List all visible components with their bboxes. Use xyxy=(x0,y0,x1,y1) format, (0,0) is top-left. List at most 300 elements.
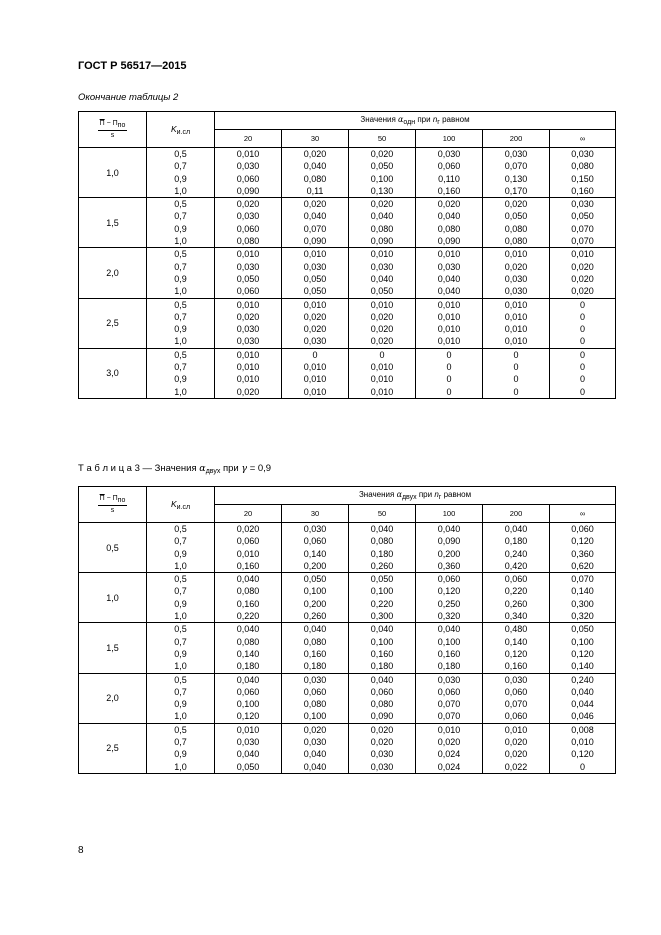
cell-value: 0,030 xyxy=(236,211,260,222)
values-cell xyxy=(349,573,416,623)
values-cell xyxy=(282,723,349,773)
column-header: 100 xyxy=(416,505,483,523)
k-value: 0,5 xyxy=(174,724,187,735)
group-value: 2,0 xyxy=(79,248,147,298)
cell-value: 0,080 xyxy=(303,636,327,647)
column-header: ∞ xyxy=(550,505,616,523)
cell-value: 0,020 xyxy=(504,749,528,760)
cell-value: 0 xyxy=(446,374,452,385)
values-cell xyxy=(483,148,550,198)
cell-value: 0,090 xyxy=(303,236,327,247)
cell-value: 0,160 xyxy=(437,648,461,659)
values-cell xyxy=(215,523,282,573)
values-cell xyxy=(215,298,282,348)
values-cell xyxy=(282,298,349,348)
table-row xyxy=(79,148,616,198)
k-value: 0,5 xyxy=(174,299,187,310)
cell-value: 0 xyxy=(580,761,586,772)
k-value: 0,9 xyxy=(174,374,187,385)
cell-value: 0,030 xyxy=(504,149,528,159)
stat-fraction: $\frac{\text{П − Ппо}}{s}$ xyxy=(99,120,126,139)
cell-value: 0,060 xyxy=(303,536,327,547)
cell-value: 0,160 xyxy=(504,661,528,672)
cell-value: 0,010 xyxy=(303,386,327,397)
values-header: Значения αдвух при nг равном xyxy=(215,487,616,505)
stat-header xyxy=(79,487,147,523)
cell-value: 0,140 xyxy=(504,636,528,647)
cell-value: 0,220 xyxy=(236,611,260,622)
cell-value: 0 xyxy=(580,349,586,360)
k-value: 1,0 xyxy=(174,185,187,196)
cell-value: 0,010 xyxy=(303,299,327,310)
cell-value: 0,070 xyxy=(504,161,528,172)
k-value: 1,0 xyxy=(174,711,187,722)
values-cell xyxy=(416,148,483,198)
cell-value: 0,010 xyxy=(437,324,461,335)
cell-value: 0,080 xyxy=(236,586,260,597)
k-values-cell xyxy=(147,348,215,398)
cell-value: 0,040 xyxy=(504,524,528,534)
table-row xyxy=(79,723,616,773)
k-value: 1,0 xyxy=(174,611,187,622)
cell-value: 0,010 xyxy=(236,362,260,373)
k-value: 1,0 xyxy=(174,336,187,347)
cell-value: 0,080 xyxy=(236,236,260,247)
cell-value: 0,030 xyxy=(236,737,260,748)
column-header: 20 xyxy=(215,130,282,148)
values-cell xyxy=(215,623,282,673)
cell-value: 0,030 xyxy=(571,199,594,210)
cell-value: 0,030 xyxy=(303,261,327,272)
cell-value: 0,120 xyxy=(571,648,594,659)
cell-value: 0,030 xyxy=(571,149,594,159)
cell-value: 0,070 xyxy=(571,223,594,234)
cell-value: 0,040 xyxy=(370,273,394,284)
cell-value: 0,040 xyxy=(437,273,461,284)
k-value: 1,0 xyxy=(174,386,187,397)
cell-value: 0,260 xyxy=(370,560,394,571)
values-cell xyxy=(550,523,616,573)
cell-value: 0,020 xyxy=(370,724,394,735)
values-cell xyxy=(550,573,616,623)
cell-value: 0,030 xyxy=(236,324,260,335)
k-value: 0,9 xyxy=(174,273,187,284)
values-cell xyxy=(282,198,349,248)
values-cell xyxy=(349,198,416,248)
cell-value: 0,010 xyxy=(370,386,394,397)
cell-value: 0,180 xyxy=(370,661,394,672)
cell-value: 0,100 xyxy=(236,699,260,710)
column-header: 50 xyxy=(349,130,416,148)
k-value: 0,7 xyxy=(174,311,187,322)
cell-value: 0,130 xyxy=(504,173,528,184)
k-value: 1,0 xyxy=(174,286,187,297)
cell-value: 0,020 xyxy=(370,324,394,335)
cell-value: 0,040 xyxy=(437,524,461,534)
column-header: 100 xyxy=(416,130,483,148)
values-cell xyxy=(416,573,483,623)
values-cell xyxy=(349,723,416,773)
values-cell xyxy=(483,673,550,723)
cell-value: 0 xyxy=(580,336,586,347)
values-cell xyxy=(483,298,550,348)
k-value: 1,0 xyxy=(174,761,187,772)
cell-value: 0,020 xyxy=(437,199,461,210)
cell-value: 0 xyxy=(580,299,586,310)
cell-value: 0,060 xyxy=(236,536,260,547)
cell-value: 0,260 xyxy=(504,598,528,609)
column-header: 200 xyxy=(483,505,550,523)
k-value: 0,7 xyxy=(174,636,187,647)
cell-value: 0,030 xyxy=(303,674,327,685)
cell-value: 0,030 xyxy=(437,674,461,685)
values-cell xyxy=(349,248,416,298)
values-cell xyxy=(349,298,416,348)
cell-value: 0,170 xyxy=(504,185,528,196)
k-header: $K_{и.сл}$ xyxy=(147,487,215,523)
cell-value: 0,020 xyxy=(236,311,260,322)
cell-value: 0,020 xyxy=(571,286,594,297)
cell-value: 0,040 xyxy=(370,674,394,685)
cell-value: 0,020 xyxy=(236,386,260,397)
values-cell xyxy=(416,198,483,248)
cell-value: 0,030 xyxy=(370,261,394,272)
cell-value: 0,010 xyxy=(236,548,260,559)
cell-value: 0 xyxy=(379,349,385,360)
table-row xyxy=(79,523,616,573)
cell-value: 0,040 xyxy=(236,624,260,635)
cell-value: 0,080 xyxy=(571,161,594,172)
cell-value: 0 xyxy=(580,311,586,322)
cell-value: 0,080 xyxy=(303,699,327,710)
cell-value: 0,010 xyxy=(236,249,260,260)
cell-value: 0,060 xyxy=(236,686,260,697)
values-cell xyxy=(550,723,616,773)
cell-value: 0,010 xyxy=(370,299,394,310)
cell-value: 0,200 xyxy=(303,560,327,571)
cell-value: 0 xyxy=(513,362,519,373)
values-cell xyxy=(483,348,550,398)
cell-value: 0,090 xyxy=(370,236,394,247)
cell-value: 0 xyxy=(513,374,519,385)
k-values-cell xyxy=(147,148,215,198)
cell-value: 0,020 xyxy=(236,199,260,210)
cell-value: 0,060 xyxy=(504,686,528,697)
values-cell xyxy=(550,623,616,673)
cell-value: 0,120 xyxy=(571,749,594,760)
k-values-cell xyxy=(147,623,215,673)
cell-value: 0,040 xyxy=(571,686,594,697)
cell-value: 0,100 xyxy=(370,173,394,184)
cell-value: 0,160 xyxy=(571,185,594,196)
cell-value: 0,080 xyxy=(504,223,528,234)
cell-value: 0,060 xyxy=(370,686,394,697)
cell-value: 0,020 xyxy=(437,737,461,748)
cell-value: 0,040 xyxy=(437,286,461,297)
cell-value: 0,030 xyxy=(303,336,327,347)
values-cell xyxy=(282,623,349,673)
values-cell xyxy=(416,298,483,348)
cell-value: 0,060 xyxy=(504,711,528,722)
values-cell xyxy=(282,673,349,723)
cell-value: 0,100 xyxy=(437,636,461,647)
cell-value: 0,050 xyxy=(571,211,594,222)
cell-value: 0,010 xyxy=(370,362,394,373)
cell-value: 0,010 xyxy=(437,724,461,735)
document-title: ГОСТ Р 56517—2015 xyxy=(78,60,187,72)
k-value: 0,7 xyxy=(174,737,187,748)
k-value: 0,9 xyxy=(174,598,187,609)
values-cell xyxy=(215,198,282,248)
cell-value: 0,040 xyxy=(370,624,394,635)
k-values-cell xyxy=(147,723,215,773)
group-value: 1,5 xyxy=(79,198,147,248)
cell-value: 0,020 xyxy=(303,199,327,210)
group-value: 2,0 xyxy=(79,673,147,723)
cell-value: 0,030 xyxy=(370,749,394,760)
cell-value: 0,010 xyxy=(236,374,260,385)
k-value: 0,9 xyxy=(174,648,187,659)
cell-value: 0,020 xyxy=(303,724,327,735)
cell-value: 0,040 xyxy=(437,624,461,635)
cell-value: 0,040 xyxy=(236,749,260,760)
cell-value: 0,020 xyxy=(303,149,327,159)
group-value: 0,5 xyxy=(79,523,147,573)
cell-value: 0,020 xyxy=(571,261,594,272)
cell-value: 0,024 xyxy=(437,761,461,772)
cell-value: 0,010 xyxy=(504,299,528,310)
cell-value: 0,050 xyxy=(303,273,327,284)
cell-value: 0,040 xyxy=(303,749,327,760)
cell-value: 0,030 xyxy=(437,261,461,272)
k-value: 1,0 xyxy=(174,661,187,672)
k-values-cell xyxy=(147,523,215,573)
cell-value: 0,010 xyxy=(504,249,528,260)
group-value: 2,5 xyxy=(79,298,147,348)
cell-value: 0,030 xyxy=(303,737,327,748)
k-value: 0,7 xyxy=(174,211,187,222)
cell-value: 0,040 xyxy=(303,761,327,772)
values-cell xyxy=(349,673,416,723)
cell-value: 0,320 xyxy=(571,611,594,622)
cell-value: 0,020 xyxy=(370,199,394,210)
cell-value: 0,090 xyxy=(437,236,461,247)
cell-value: 0,480 xyxy=(504,624,528,635)
cell-value: 0,010 xyxy=(437,249,461,260)
k-value: 0,7 xyxy=(174,161,187,172)
values-cell xyxy=(483,523,550,573)
cell-value: 0,010 xyxy=(504,311,528,322)
values-cell xyxy=(416,673,483,723)
values-cell xyxy=(416,523,483,573)
column-header: 20 xyxy=(215,505,282,523)
cell-value: 0,060 xyxy=(437,161,461,172)
cell-value: 0,240 xyxy=(504,548,528,559)
stat-header xyxy=(79,112,147,148)
k-value: 0,9 xyxy=(174,699,187,710)
values-cell xyxy=(550,248,616,298)
values-cell xyxy=(282,523,349,573)
group-value: 1,5 xyxy=(79,623,147,673)
cell-value: 0,200 xyxy=(437,548,461,559)
k-value: 1,0 xyxy=(174,236,187,247)
cell-value: 0,120 xyxy=(571,536,594,547)
cell-value: 0 xyxy=(580,374,586,385)
table-row xyxy=(79,198,616,248)
group-value: 3,0 xyxy=(79,348,147,398)
k-value: 0,9 xyxy=(174,548,187,559)
cell-value: 0,340 xyxy=(504,611,528,622)
cell-value: 0 xyxy=(312,349,318,360)
values-cell xyxy=(550,148,616,198)
values-cell xyxy=(550,298,616,348)
cell-value: 0,050 xyxy=(303,574,327,585)
cell-value: 0,050 xyxy=(370,161,394,172)
k-values-cell xyxy=(147,248,215,298)
group-value: 2,5 xyxy=(79,723,147,773)
cell-value: 0,620 xyxy=(571,560,594,571)
cell-value: 0,010 xyxy=(437,336,461,347)
values-cell xyxy=(282,248,349,298)
cell-value: 0,070 xyxy=(437,711,461,722)
cell-value: 0,140 xyxy=(571,661,594,672)
cell-value: 0,140 xyxy=(303,548,327,559)
table3-caption: Т а б л и ц а 3 — Значения $\alpha_{двух}$ при γ = 0,9 xyxy=(78,463,272,475)
cell-value: 0,010 xyxy=(504,724,528,735)
table-row xyxy=(79,623,616,673)
cell-value: 0,160 xyxy=(236,560,260,571)
k-value: 1,0 xyxy=(174,560,187,571)
values-cell xyxy=(483,723,550,773)
cell-value: 0,020 xyxy=(571,273,594,284)
cell-value: 0 xyxy=(446,386,452,397)
cell-value: 0,030 xyxy=(370,761,394,772)
values-cell xyxy=(483,573,550,623)
values-cell xyxy=(215,148,282,198)
values-cell xyxy=(416,348,483,398)
table-3 xyxy=(78,486,616,774)
cell-value: 0,030 xyxy=(504,286,528,297)
k-values-cell xyxy=(147,298,215,348)
k-value: 0,7 xyxy=(174,536,187,547)
cell-value: 0,070 xyxy=(571,236,594,247)
values-cell xyxy=(282,348,349,398)
cell-value: 0 xyxy=(580,324,586,335)
cell-value: 0,080 xyxy=(370,536,394,547)
k-value: 0,9 xyxy=(174,223,187,234)
cell-value: 0,020 xyxy=(370,336,394,347)
values-cell xyxy=(416,723,483,773)
cell-value: 0,180 xyxy=(504,536,528,547)
k-value: 0,9 xyxy=(174,324,187,335)
cell-value: 0,010 xyxy=(370,374,394,385)
cell-value: 0,160 xyxy=(303,648,327,659)
cell-value: 0,060 xyxy=(236,286,260,297)
cell-value: 0 xyxy=(580,362,586,373)
values-cell xyxy=(349,523,416,573)
k-value: 0,5 xyxy=(174,249,187,260)
values-cell xyxy=(416,623,483,673)
column-header: 30 xyxy=(282,505,349,523)
cell-value: 0 xyxy=(513,386,519,397)
cell-value: 0,020 xyxy=(303,324,327,335)
cell-value: 0,010 xyxy=(236,299,260,310)
cell-value: 0,010 xyxy=(571,249,594,260)
cell-value: 0,070 xyxy=(571,574,594,585)
cell-value: 0,020 xyxy=(370,737,394,748)
cell-value: 0,010 xyxy=(236,724,260,735)
cell-value: 0,080 xyxy=(303,173,327,184)
cell-value: 0,200 xyxy=(303,598,327,609)
k-value: 0,5 xyxy=(174,524,187,534)
cell-value: 0,160 xyxy=(236,598,260,609)
cell-value: 0,120 xyxy=(504,648,528,659)
values-cell xyxy=(416,248,483,298)
cell-value: 0,010 xyxy=(370,249,394,260)
cell-value: 0,090 xyxy=(236,185,260,196)
cell-value: 0,010 xyxy=(303,249,327,260)
values-cell xyxy=(483,623,550,673)
k-value: 0,5 xyxy=(174,149,187,159)
k-value: 0,5 xyxy=(174,199,187,210)
k-value: 0,7 xyxy=(174,686,187,697)
cell-value: 0,240 xyxy=(571,674,594,685)
values-cell xyxy=(215,723,282,773)
cell-value: 0,046 xyxy=(571,711,594,722)
cell-value: 0,044 xyxy=(571,699,594,710)
cell-value: 0,050 xyxy=(571,624,594,635)
group-value: 1,0 xyxy=(79,573,147,623)
group-value: 1,0 xyxy=(79,148,147,198)
cell-value: 0,110 xyxy=(438,173,460,184)
cell-value: 0,010 xyxy=(504,324,528,335)
k-value: 0,9 xyxy=(174,173,187,184)
cell-value: 0,020 xyxy=(303,311,327,322)
cell-value: 0,010 xyxy=(303,374,327,385)
column-header: ∞ xyxy=(550,130,616,148)
cell-value: 0 xyxy=(446,349,452,360)
table1-caption: Окончание таблицы 2 xyxy=(78,92,179,103)
cell-value: 0,020 xyxy=(504,199,528,210)
cell-value: 0,050 xyxy=(236,761,260,772)
cell-value: 0,100 xyxy=(303,586,327,597)
cell-value: 0,010 xyxy=(504,336,528,347)
cell-value: 0,040 xyxy=(437,211,461,222)
cell-value: 0,180 xyxy=(303,661,327,672)
cell-value: 0,180 xyxy=(236,661,260,672)
cell-value: 0,060 xyxy=(236,173,260,184)
cell-value: 0,030 xyxy=(437,149,461,159)
cell-value: 0,050 xyxy=(236,273,260,284)
cell-value: 0,360 xyxy=(571,548,594,559)
table-row xyxy=(79,348,616,398)
k-value: 0,5 xyxy=(174,349,187,360)
cell-value: 0,020 xyxy=(236,524,260,534)
cell-value: 0,040 xyxy=(236,674,260,685)
cell-value: 0,180 xyxy=(437,661,461,672)
k-value: 0,5 xyxy=(174,624,187,635)
k-value: 0,7 xyxy=(174,261,187,272)
cell-value: 0,080 xyxy=(236,636,260,647)
column-header: 200 xyxy=(483,130,550,148)
values-cell xyxy=(215,573,282,623)
cell-value: 0 xyxy=(446,362,452,373)
stat-fraction: $\frac{\text{П − Ппо}}{s}$ xyxy=(99,495,126,514)
cell-value: 0,080 xyxy=(437,223,461,234)
values-cell xyxy=(282,573,349,623)
cell-value: 0,040 xyxy=(303,624,327,635)
cell-value: 0,060 xyxy=(437,574,461,585)
